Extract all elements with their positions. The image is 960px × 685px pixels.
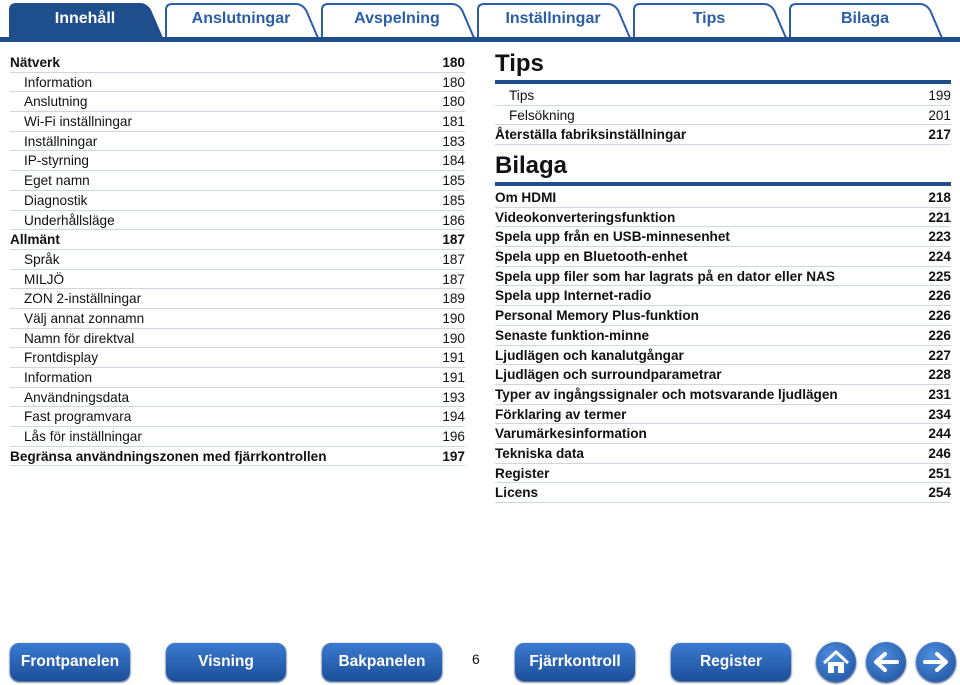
frontpanelen-button[interactable]: Frontpanelen [10, 643, 130, 681]
toc-bilaga-list [495, 188, 951, 503]
toc-entry-title: Om HDMI [495, 190, 557, 205]
toc-entry-page: 231 [928, 386, 951, 402]
toc-entry-page: 234 [928, 406, 951, 422]
toc-entry-title: Personal Memory Plus-funktion [495, 308, 699, 324]
toc-entry-page: 217 [928, 127, 951, 143]
toc-entry-title: Anslutning [24, 94, 88, 110]
toc-entry-page: 187 [442, 271, 465, 287]
toc-entry-page: 201 [928, 107, 951, 123]
toc-entry-page: 183 [442, 133, 465, 149]
toc-entry[interactable] [10, 211, 465, 231]
toc-entry-title: Information [24, 74, 93, 90]
toc-entry[interactable] [495, 247, 951, 267]
toc-entry-page: 254 [928, 485, 951, 501]
toc-entry-page: 196 [442, 429, 465, 445]
toc-entry-title: Välj annat zonnamn [24, 310, 145, 326]
toc-entry[interactable] [10, 427, 465, 447]
toc-entry-title: ZON 2-inställningar [24, 291, 142, 307]
toc-entry-title: Språk [24, 251, 60, 267]
toc-entry[interactable] [495, 385, 951, 405]
toc-entry[interactable] [10, 230, 465, 250]
toc-entry[interactable] [495, 464, 951, 484]
toc-entry-title: Senaste funktion-minne [495, 327, 650, 343]
register-button[interactable]: Register [671, 643, 791, 681]
toc-entry-page: 197 [442, 448, 465, 464]
toc-entry-page: 223 [928, 229, 951, 245]
toc-entry-title: Varumärkesinformation [495, 426, 647, 442]
tab-bilaga[interactable]: Bilaga [840, 10, 889, 27]
toc-entry[interactable] [10, 53, 465, 73]
toc-entry-title: Användningsdata [24, 389, 130, 405]
toc-entry[interactable] [495, 346, 951, 366]
toc-entry[interactable] [10, 112, 465, 132]
toc-entry-title: Spela upp filer som har lagrats på en dator eller NAS [495, 268, 835, 284]
toc-entry-page: 180 [442, 74, 465, 90]
toc-entry-title: Återställa fabriksinställningar [495, 127, 687, 143]
toc-entry[interactable] [10, 289, 465, 309]
toc-left-column [10, 53, 465, 466]
toc-entry-page: 184 [442, 153, 465, 169]
tab-bar [0, 0, 960, 42]
toc-entry[interactable] [495, 286, 951, 306]
toc-entry-title: MILJÖ [24, 271, 65, 287]
tab-avspelning[interactable]: Avspelning [354, 10, 440, 27]
toc-entry-title: Fast programvara [24, 409, 132, 425]
toc-entry[interactable] [10, 388, 465, 408]
toc-entry-page: 225 [928, 268, 951, 284]
toc-entry-page: 190 [442, 310, 465, 326]
toc-entry-page: 187 [442, 251, 465, 267]
toc-entry[interactable] [10, 250, 465, 270]
toc-entry-page: 194 [442, 409, 465, 425]
toc-entry-page: 187 [442, 232, 465, 248]
section-rule-bilaga [495, 182, 951, 186]
toc-entry[interactable] [10, 270, 465, 290]
toc-entry-title: Ljudlägen och surroundparametrar [495, 367, 722, 383]
toc-entry-title: Information [24, 370, 93, 385]
toc-entry-page: 180 [442, 55, 465, 70]
toc-entry-title: Typer av ingångssignaler och motsvarande ljudlägen [495, 386, 838, 402]
forward-arrow-icon[interactable] [916, 642, 956, 682]
back-arrow-icon[interactable] [866, 642, 906, 682]
toc-entry-page: 189 [442, 291, 465, 307]
toc-entry-title: Underhållsläge [24, 212, 115, 228]
toc-tips-list [495, 86, 951, 145]
toc-entry[interactable] [495, 86, 951, 106]
toc-entry-title: Tips [509, 88, 535, 103]
toc-entry-title: IP-styrning [24, 153, 89, 169]
toc-entry-title: Licens [495, 485, 539, 501]
toc-entry[interactable] [10, 329, 465, 349]
section-title-tips: Tips [495, 50, 544, 77]
toc-entry-title: Register [495, 465, 550, 481]
toc-entry[interactable] [10, 191, 465, 211]
toc-entry-title: Spela upp från en USB-minnesenhet [495, 229, 730, 245]
visning-button[interactable]: Visning [166, 643, 286, 681]
toc-entry-title: Diagnostik [24, 192, 88, 208]
toc-entry[interactable] [10, 407, 465, 427]
toc-entry-page: 190 [442, 330, 465, 346]
toc-entry[interactable] [10, 73, 465, 93]
toc-entry[interactable] [495, 424, 951, 444]
toc-entry[interactable] [10, 309, 465, 329]
toc-entry-title: Ljudlägen och kanalutgångar [495, 347, 684, 363]
toc-entry-page: 193 [442, 389, 465, 405]
toc-entry-page: 244 [928, 426, 951, 442]
toc-entry-page: 191 [442, 370, 465, 385]
toc-entry-title: Allmänt [10, 232, 60, 248]
toc-entry-page: 218 [928, 190, 951, 205]
toc-entry-title: Begränsa användningszonen med fjärrkontrollen [10, 448, 327, 464]
toc-entry-page: 226 [928, 288, 951, 304]
toc-entry-title: Förklaring av termer [495, 406, 627, 422]
toc-entry[interactable] [495, 125, 951, 145]
toc-entry-page: 224 [928, 249, 951, 265]
home-icon[interactable] [816, 642, 856, 682]
toc-entry-page: 185 [442, 173, 465, 189]
toc-entry-page: 181 [442, 114, 465, 130]
tab-innehall[interactable]: Innehåll [54, 10, 116, 27]
toc-entry[interactable] [10, 348, 465, 368]
toc-entry[interactable] [495, 444, 951, 464]
toc-entry-title: Wi-Fi inställningar [24, 114, 133, 130]
toc-entry-title: Lås för inställningar [24, 429, 142, 445]
toc-entry-title: Spela upp en Bluetooth-enhet [495, 249, 688, 265]
toc-entry[interactable] [495, 227, 951, 247]
bakpanelen-button[interactable]: Bakpanelen [322, 643, 442, 681]
toc-entry-page: 228 [928, 367, 951, 383]
toc-entry-page: 251 [928, 465, 951, 481]
toc-entry[interactable] [495, 106, 951, 126]
toc-entry[interactable] [495, 326, 951, 346]
toc-entry-page: 186 [442, 212, 465, 228]
toc-entry[interactable] [10, 92, 465, 112]
toc-entry-page: 180 [442, 94, 465, 110]
tab-anslutningar[interactable]: Anslutningar [191, 10, 291, 27]
toc-entry[interactable] [10, 132, 465, 152]
toc-entry[interactable] [10, 447, 465, 467]
toc-entry-title: Videokonverteringsfunktion [495, 209, 676, 225]
toc-entry-title: Spela upp Internet-radio [495, 288, 652, 304]
toc-entry-page: 199 [928, 88, 951, 103]
section-rule-tips [495, 80, 951, 84]
tab-tips[interactable]: Tips [692, 10, 726, 27]
toc-entry-page: 246 [928, 445, 951, 461]
toc-entry[interactable] [495, 483, 951, 503]
fjarrkontroll-button[interactable]: Fjärrkontroll [515, 643, 635, 681]
toc-entry-title: Eget namn [24, 173, 90, 189]
toc-entry[interactable] [10, 171, 465, 191]
toc-entry-title: Inställningar [24, 133, 98, 149]
toc-entry-page: 221 [928, 209, 951, 225]
toc-entry-page: 226 [928, 308, 951, 324]
tab-installningar[interactable]: Inställningar [505, 10, 601, 27]
toc-entry[interactable] [495, 267, 951, 287]
toc-entry[interactable] [495, 188, 951, 208]
toc-entry[interactable] [10, 151, 465, 171]
toc-entry-title: Tekniska data [495, 445, 584, 461]
toc-entry[interactable] [495, 365, 951, 385]
toc-entry-page: 191 [442, 350, 465, 366]
toc-entry-page: 227 [928, 347, 951, 363]
section-title-bilaga: Bilaga [495, 152, 568, 179]
toc-entry[interactable] [495, 405, 951, 425]
toc-entry-title: Felsökning [509, 107, 575, 123]
toc-entry[interactable] [10, 368, 465, 388]
toc-entry-title: Frontdisplay [24, 350, 99, 366]
toc-entry-page: 185 [442, 192, 465, 208]
toc-entry[interactable] [495, 306, 951, 326]
toc-entry-title: Nätverk [10, 55, 60, 70]
toc-entry-title: Namn för direktval [24, 330, 135, 346]
toc-entry[interactable] [495, 208, 951, 228]
toc-entry-page: 226 [928, 327, 951, 343]
page-number: 6 [472, 651, 480, 667]
